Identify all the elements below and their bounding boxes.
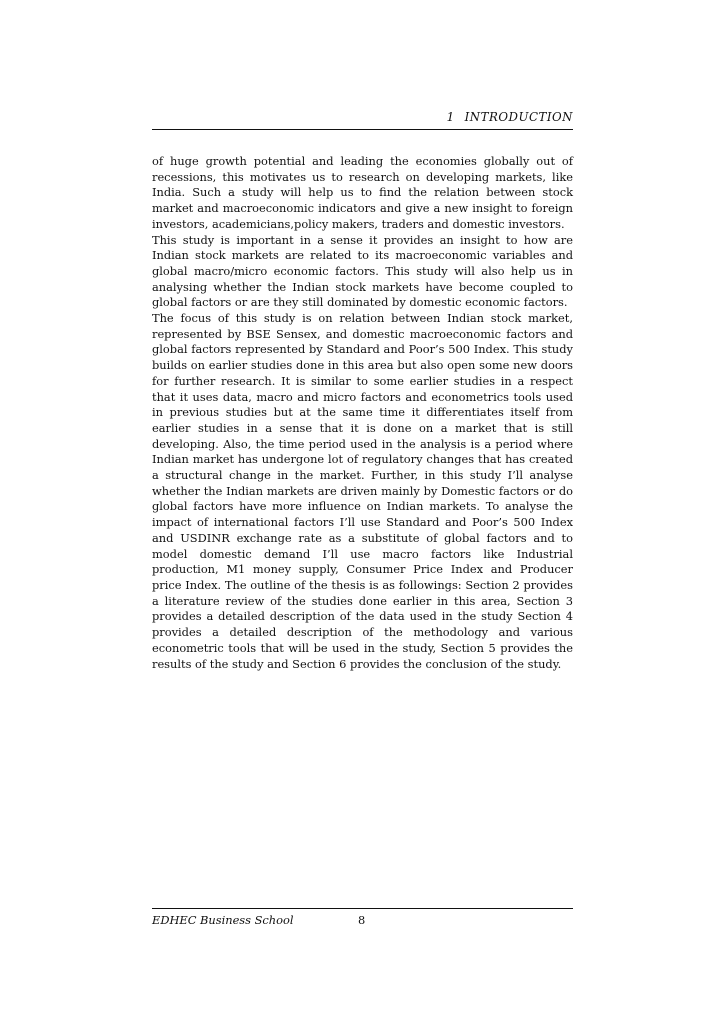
paragraph-1: of huge growth potential and leading the economies globally out of recessions, this motivates us to research on developing markets, like India. Such a study will help us to find the relation between stock market and macroeconomic indicators and give a new insight to foreign investors, academicians,policy makers, traders and domestic investors. xyxy=(152,154,573,231)
paragraph-3: The focus of this study is on relation between Indian stock market, represented by BSE Sensex, and domestic macroeconomic factors and global factors represented by Standard and Poor’s 500 Index. This study builds on earlier studies done in this area but also open some new doors for further research. It is similar to some earlier studies in a respect that it uses data, macro and micro factors and econometrics tools used in previous studies but at the same time it differentiates itself from earlier studies in a sense that it is done on a market that is still developing. Also, the time period used in the analysis is a period where Indian market has undergone lot of regulatory changes that has created a structural change in the market. Further, in this study I’ll analyse whether the Indian markets are driven mainly by Domestic factors or do global factors have more influence on Indian markets. To analyse the impact of international factors I’ll use Standard and Poor’s 500 Index and USDINR exchange rate as a substitute of global factors and to model domestic demand I’ll use macro factors like Industrial production, M1 money supply, Consumer Price Index and Producer price Index. The outline of the thesis is as followings: Section 2 provides a literature review of the studies done earlier in this area, Section 3 provides a detailed description of the data used in the study Section 4 provides a detailed description of the methodology and various econometric tools that will be used in the study, Section 5 provides the results of the study and Section 6 provides the conclusion of the study. xyxy=(152,311,573,671)
footer-school: EDHEC Business School xyxy=(152,913,294,927)
footer-rule xyxy=(152,908,573,909)
header-rule xyxy=(152,129,573,130)
page-number: 8 xyxy=(358,913,366,927)
running-header xyxy=(152,110,573,128)
header-section-number: 1 xyxy=(446,110,455,124)
body-text xyxy=(152,154,573,672)
paragraph-2: This study is important in a sense it provides an insight to how are Indian stock markets are related to its macroeconomic variables and global macro/micro economic factors. This study will also help us in analysing whether the Indian stock markets have become coupled to global factors or are they still dominated by domestic economic factors. xyxy=(152,232,573,310)
header-section-title: INTRODUCTION xyxy=(464,110,573,124)
